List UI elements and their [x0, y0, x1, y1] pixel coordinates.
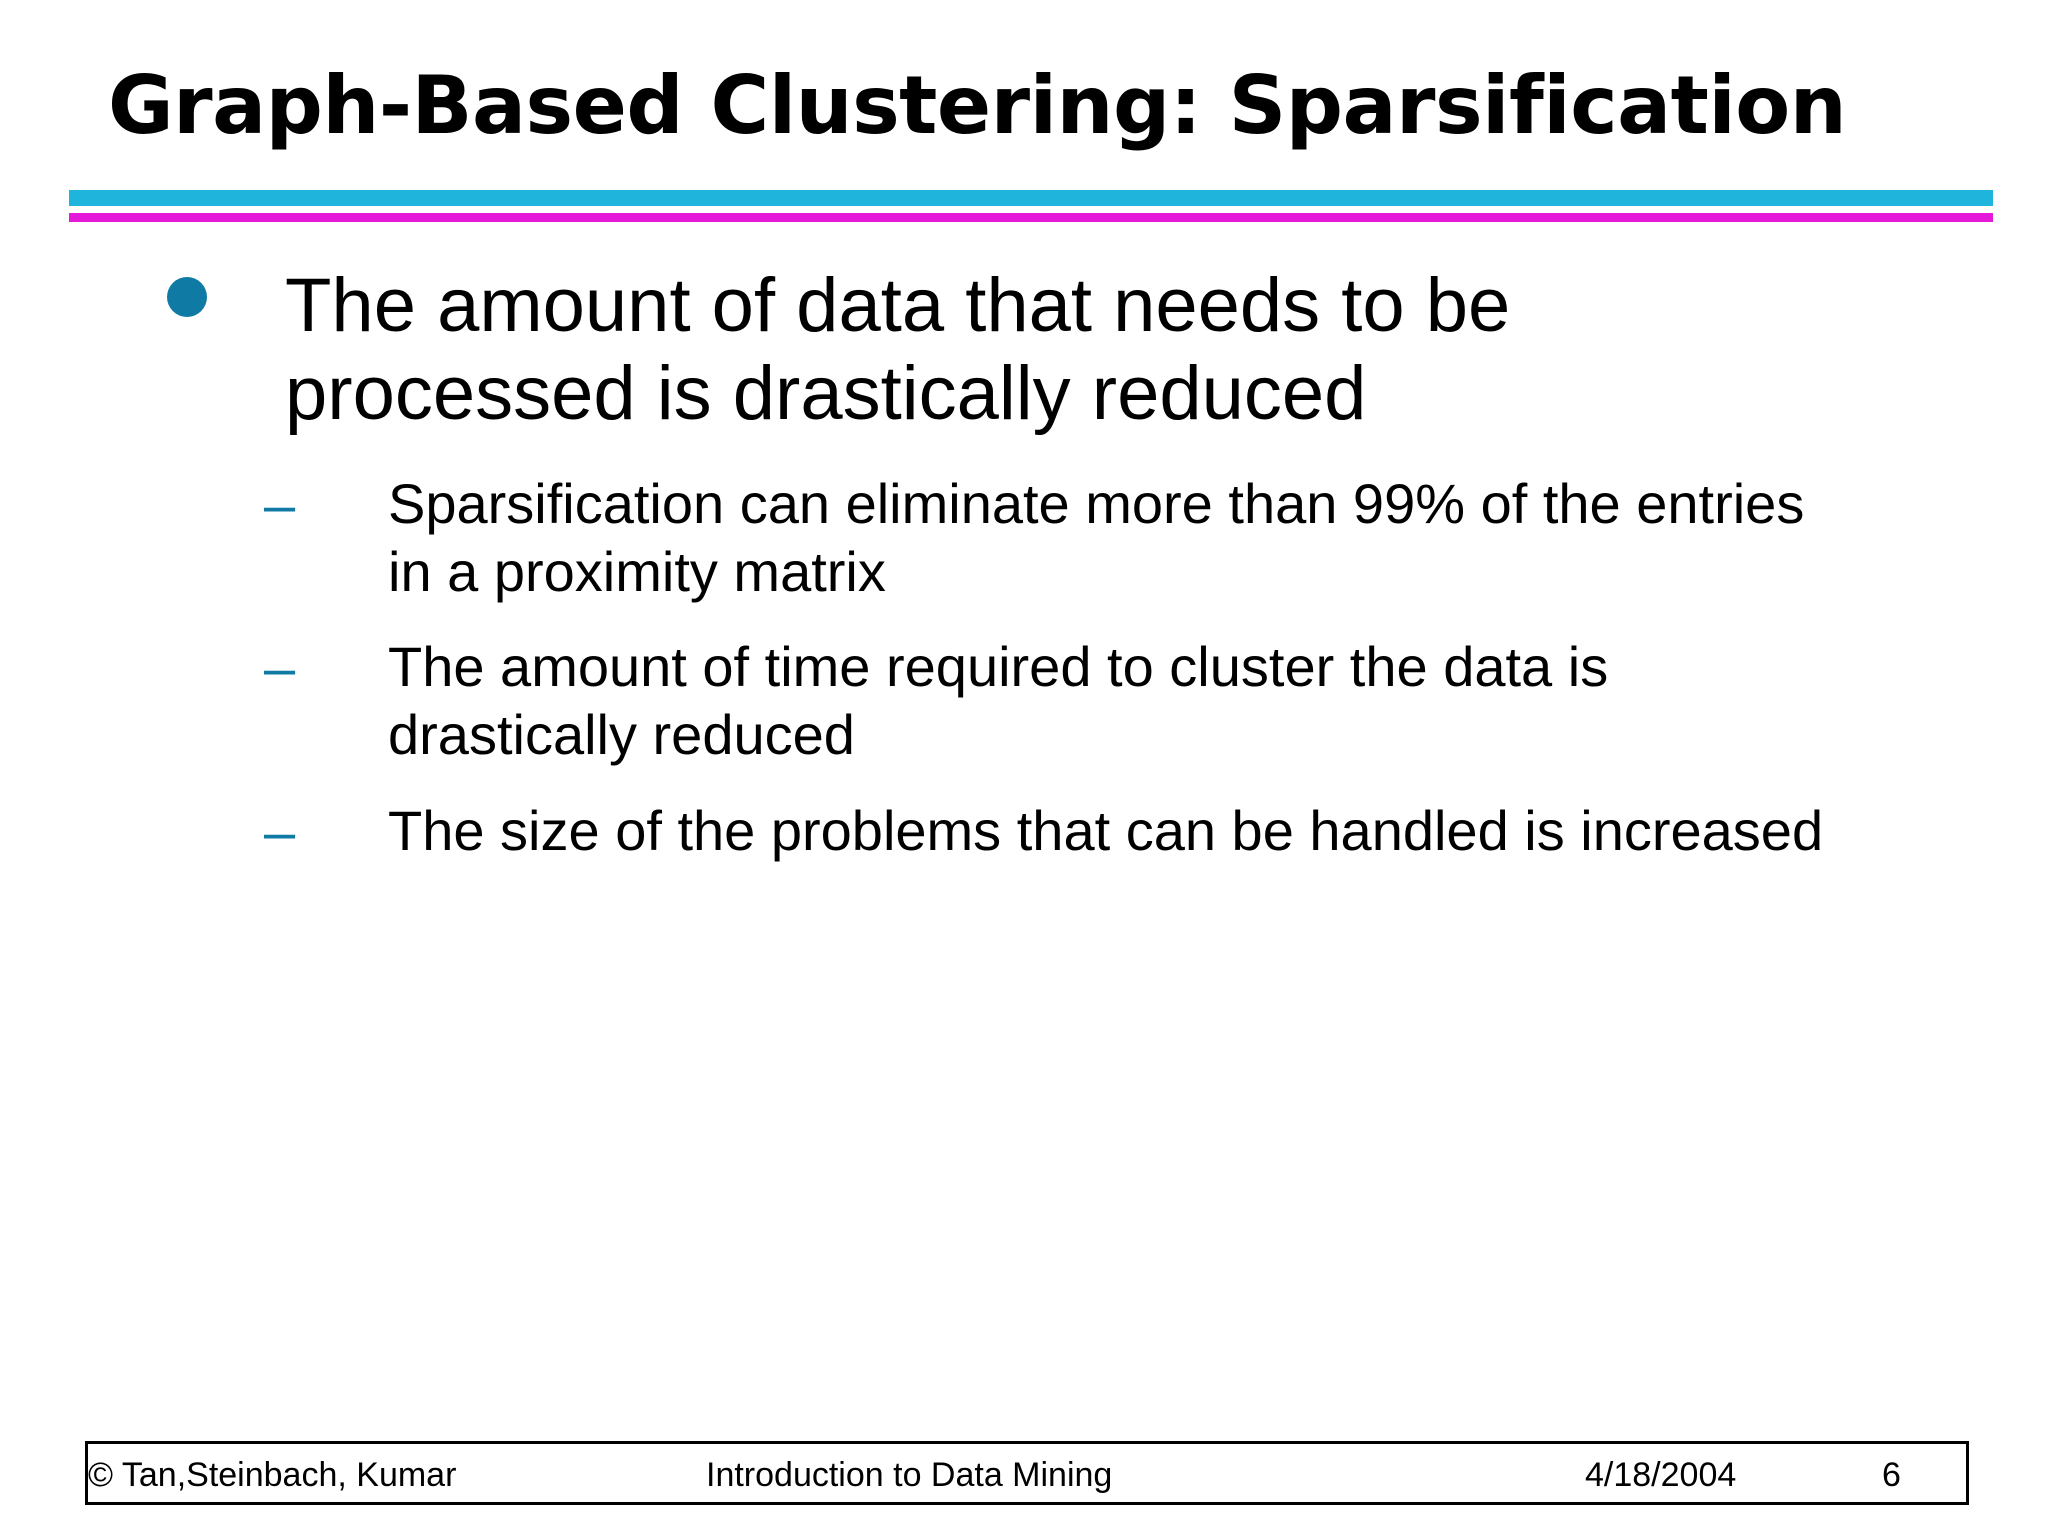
slide-footer [85, 1441, 1969, 1505]
main-bullet-text: The amount of data that needs to be processed is drastically reduced [285, 263, 1511, 436]
title-rule-cyan [69, 190, 1993, 206]
dash-bullet-icon: – [264, 800, 296, 863]
dash-bullet-icon: – [264, 636, 296, 699]
footer-course-title: Introduction to Data Mining [706, 1456, 1113, 1494]
footer-date: 4/18/2004 [1585, 1456, 1737, 1494]
sub-bullet-text-2: The amount of time required to cluster the data is drastically reduced [388, 635, 1609, 766]
footer-page-number: 6 [1882, 1456, 1901, 1494]
title-rule-magenta [69, 213, 1993, 222]
filled-circle-bullet-icon [167, 277, 207, 317]
sub-bullet-text-3: The size of the problems that can be handled is increased [388, 799, 1824, 862]
dash-bullet-icon: – [264, 473, 296, 536]
slide-title: Graph-Based Clustering: Sparsification [108, 59, 1847, 152]
sub-bullet-text-1: Sparsification can eliminate more than 99% of the entries in a proximity matrix [388, 472, 1805, 603]
footer-authors: © Tan,Steinbach, Kumar [88, 1456, 457, 1494]
